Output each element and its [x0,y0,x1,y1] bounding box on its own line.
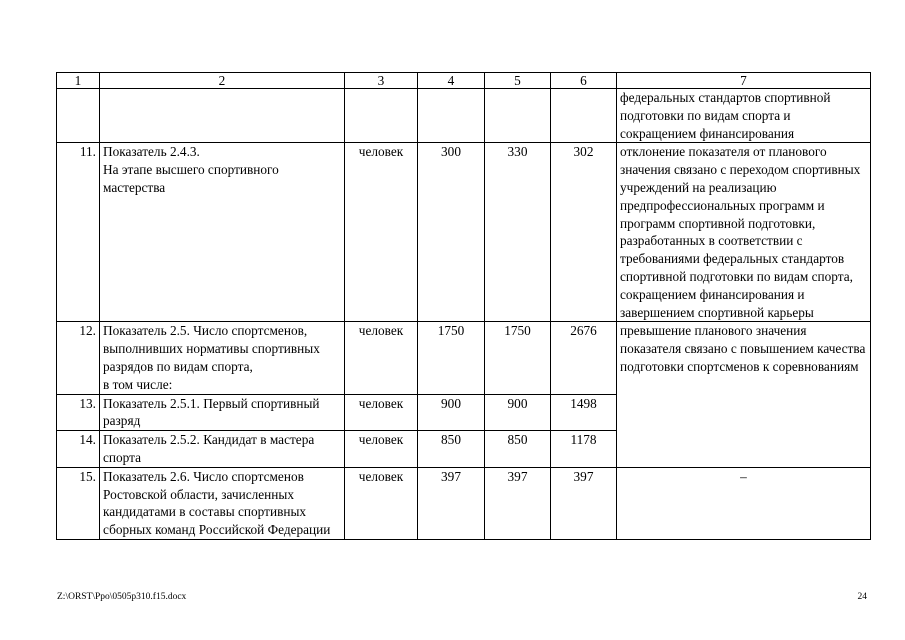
file-path: Z:\ORST\Ppo\0505p310.f15.docx [57,592,187,602]
indicator-cell [100,467,345,539]
plan-value-cell: 850 [418,431,485,468]
indicator-cell [100,143,345,322]
note-cell: превышение планового значения показателя связано с повышением качества подготовки спортсменов к соревнованиям [617,322,871,467]
actual-value-cell: 302 [551,143,617,322]
adjusted-plan-cell: 900 [485,394,551,431]
indicator-title: Показатель 2.5. Число спортсменов, выполнивших нормативы спортивных разрядов по видам спорта, в том числе: [103,323,320,392]
indicator-cell [100,322,345,394]
actual-value-cell [551,89,617,143]
plan-value-cell: 1750 [418,322,485,394]
plan-value-cell: 300 [418,143,485,322]
unit-cell: человек [345,394,418,431]
unit-cell [345,89,418,143]
note-cell: федеральных стандартов спортивной подготовки по видам спорта и сокращением финансирования [617,89,871,143]
table-row [57,467,871,539]
actual-value-cell: 1498 [551,394,617,431]
unit-cell: человек [345,467,418,539]
adjusted-plan-cell: 850 [485,431,551,468]
indicator-title: Показатель 2.6. Число спортсменов Ростовской области, зачисленных кандидатами в составы спортивных сборных команд Российской Федерации [103,468,331,538]
adjusted-plan-cell: 1750 [485,322,551,394]
column-header: 6 [551,73,617,89]
adjusted-plan-cell: 397 [485,467,551,539]
column-header: 1 [57,73,100,89]
table-row [57,143,871,322]
continuation-row [57,89,871,143]
column-header: 5 [485,73,551,89]
note-cell: – [617,467,871,539]
plan-value-cell [418,89,485,143]
table-row [57,322,871,394]
note-cell: отклонение показателя от планового значения связано с переходом спортивных учреждений на реализацию предпрофессиональных программ и программ спортивной подготовки, разработанных в соответствии с требованиями федеральных стандартов спортивной подготовки по видам спорта, сокращением финансирования и завершением спортивной карьеры [617,143,871,322]
column-header: 3 [345,73,418,89]
unit-cell: человек [345,322,418,394]
row-number-cell: 13. [57,394,100,431]
indicator-title: Показатель 2.4.3. На этапе высшего спортивного мастерства [103,144,279,195]
page-number: 24 [857,592,867,602]
actual-value-cell: 397 [551,467,617,539]
indicator-cell: Показатель 2.5.2. Кандидат в мастера спорта [100,431,345,468]
actual-value-cell: 1178 [551,431,617,468]
actual-value-cell: 2676 [551,322,617,394]
row-number-cell: 11. [57,143,100,322]
row-number-cell [57,89,100,143]
indicator-cell: Показатель 2.5.1. Первый спортивный разряд [100,394,345,431]
row-number-cell: 12. [57,322,100,394]
column-header: 4 [418,73,485,89]
row-number-cell: 14. [57,431,100,468]
indicators-table [56,72,871,540]
unit-cell: человек [345,431,418,468]
row-number-cell: 15. [57,467,100,539]
plan-value-cell: 900 [418,394,485,431]
column-header: 7 [617,73,871,89]
indicator-cell [100,89,345,143]
header-row [57,73,871,89]
unit-cell: человек [345,143,418,322]
plan-value-cell: 397 [418,467,485,539]
adjusted-plan-cell [485,89,551,143]
column-header: 2 [100,73,345,89]
adjusted-plan-cell: 330 [485,143,551,322]
